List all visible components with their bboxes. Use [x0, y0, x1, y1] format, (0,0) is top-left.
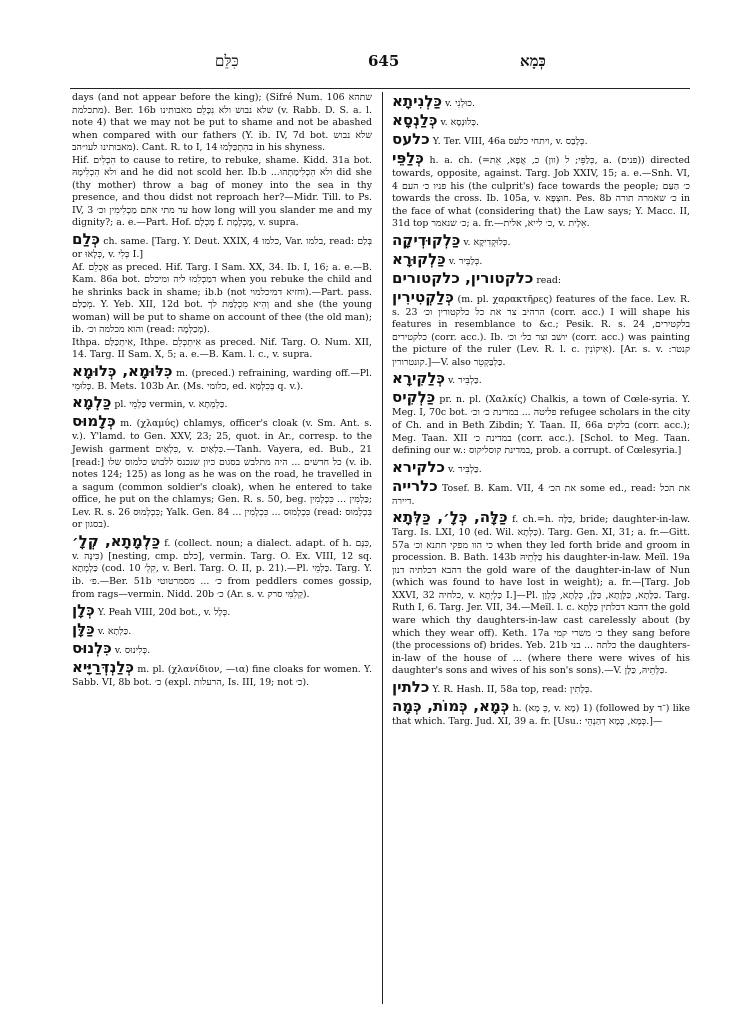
- dictionary-entry: [392, 697, 690, 729]
- dictionary-entry: [392, 369, 690, 388]
- left-column: [72, 92, 372, 690]
- entry-text: Hif. הִכְלִים to cause to retire, to rebuke, shame. Kidd. 31a bot. ולא הִכְלִימָהּ and he did not scold her. Ib.b ...ולא הִכְלִימַתְהוּ did she (thy mother) throw a bag of money into the sea in thy presence, and thou didst not reproach her?—Midr. Till. to Ps. IV, 3 עד מתי אתם מַכְלִימִין וכ׳ how long will you slander me and my dignity?; a. e.—Part. Hof. מָכְלָם f. מֻכְלֶמֶת, v. supra.: [72, 154, 373, 229]
- entry-text: ch. same. [Targ. Y. Deut. XXIX, 4 כלמו, Var. בלמו, read: בְּלַם or כְּלָאוּ, v. כְּלִי I.]: [72, 236, 372, 261]
- dictionary-entry: [72, 658, 372, 690]
- entry-text: pr. n. pl. (Χαλκίς) Chalkis, a town of Cœle-syria. Y. Meg. I, 70c bot. פליטה ... במדינת כ׳ וכ׳ refugee scholars in the city of Ch. and in Beth Zibdin; Y. Taan. II, 66a בלקים (corr. acc.); Meg. Taan. XII במדינת כ׳ (corr. acc.). [Schol. to Meg. Taan. defining our w.: במדינת קוסליקוס, prob. a corrupt. of Cœlesyria.]: [392, 394, 691, 457]
- right-column: [392, 92, 690, 728]
- entry-text: f. (collect. noun; a dialect. adapt. of h. כִּנָּם, v. כִּינָּה) [nesting, cmp. כלם], vermin. Targ. O. Ex. VIII, 12 sq. כַּלְמְתָא (cod. 10 קִלְ׳, v. Berl. Targ. O. II, p. 21).—Pl. כַּלְמֵי. Targ. Y. ib. פ׳.—Ber. 51b כ׳ ... מסמרטוטי from peddlers comes gossip, from rags—vermin. Nidd. 20b כ׳ (Ar. s. v. קְלִמִּי סרק).: [72, 537, 373, 600]
- dictionary-entry: [72, 601, 372, 620]
- entry-headword: כַּלְמָתָא, קְלָ׳: [72, 531, 161, 550]
- dictionary-entry: [392, 508, 690, 678]
- entry-headword: כַּלְמָא: [72, 393, 112, 412]
- entry-headword: כלקירא: [392, 457, 445, 476]
- dictionary-entry: [72, 620, 372, 639]
- dictionary-entry: [72, 230, 372, 262]
- entry-headword: כְּלַקְטִירִין: [392, 287, 454, 306]
- page-header: [0, 52, 750, 76]
- dictionary-entry: [72, 262, 372, 337]
- entry-text: Y. Peah VIII, 20d bot., v. כְּלָל.: [97, 607, 231, 619]
- entry-text: Y. R. Hash. II, 58a top, read: כְּלָתִין.: [432, 683, 593, 695]
- entry-headword: כַּלְקִיס: [392, 388, 436, 407]
- entry-headword: כַּלָּה, כְּלָ׳, כַּלְּתָא: [392, 508, 508, 527]
- entry-headword: כְּלָן: [72, 601, 95, 620]
- dictionary-entry: [72, 155, 372, 230]
- entry-text: v. כַּלְּתָא.: [97, 626, 132, 638]
- entry-text: h. (כְּ מָא, v. מָא) 1) (followed by ־ד) like that which. Targ. Jud. XI, 39 a. fr. [Usu.: כְּמָא, כְּמָא דְהַנְהֵי.]—: [392, 702, 690, 727]
- entry-text: m. pl. (χλανίδιον, —ια) fine cloaks for women. Y. Sabb. VI, 8b bot. כ׳ (expl. הרעלות, Is. III, 19; not כ׳).: [72, 664, 372, 689]
- dictionary-entry: [392, 288, 690, 370]
- entry-headword: כַּלְנִיתָא: [392, 92, 442, 110]
- entry-headword: כְּלָמוּס: [72, 412, 116, 431]
- entry-headword: כלעס: [392, 130, 430, 148]
- entry-headword: כִּלְנוּס: [72, 639, 112, 658]
- page-number: 645: [368, 52, 400, 70]
- dictionary-entry: [392, 458, 690, 477]
- entry-headword: כלתין: [392, 677, 430, 696]
- entry-text: days (and not appear before the king); (Sifré Num. 106 שתהא מתכלמת). Ber. 16b שלא נבוש ולא נִכָּלֵם מאבותינו (v. Rabb. D. S. a. l. note 4) that we may not be put to shame and not be abashed when compared with our fathers (Y. ib. IV, 7d bot. שלא נבוש מאבותינו לעו״הב). Cant. R. to I, 14 בהִתְכַּלְּמוּ in his shyness.: [72, 92, 373, 154]
- dictionary-entry: [392, 111, 690, 130]
- dictionary-entry: [392, 130, 690, 149]
- column-divider: [382, 92, 383, 1004]
- entry-headword: כְּמָא, כְּמוֹת, כְּמָה: [392, 696, 510, 715]
- dictionary-entry: [72, 639, 372, 658]
- entry-text: v. כְּלוּנְסָא.: [440, 117, 479, 128]
- entry-headword: כַּלְקוּרָא: [392, 249, 446, 268]
- entry-headword: כְּלַם: [72, 230, 101, 249]
- entry-headword: כְּלַנְסָא: [392, 111, 438, 129]
- dictionary-entry: [392, 678, 690, 697]
- entry-headword: כלקטורין, כלקטורים: [392, 268, 534, 287]
- entry-text: m. (preced.) refraining, warding off.—Pl. כְּלוּמֵי. B. Mets. 103b Ar. (Ms. כלומי, ed. בְּכִלְּמָא q. v.).: [72, 367, 372, 392]
- entry-headword: כְּלַקִירָא: [392, 369, 445, 388]
- entry-text: v. כְּלַבְּיר.: [448, 255, 483, 267]
- entry-headword: כְּלַפֵּי: [392, 149, 424, 167]
- entry-text: Af. אַכְלֵם as preced. Hif. Targ. I Sam. XX, 34. Ib. I, 16; a. e.—B. Kam. 86a bot. דמַכְלִמוּ ליה ומיכלם when you rebuke the child and he shrinks back in shame; ib.b (not וחזיא דמיכלמוי).—Part. pass. מְכַלַּם. Y. Yeb. XII, 12d bot. וְהִיא מִכְלַמַּת לך and she (the young woman) will be put to shame on account of thee (the old man); ib. והוא מכלמה וכ׳ (read: מְכַלְּמָה).: [72, 261, 373, 336]
- dictionary-entry: [72, 393, 372, 412]
- dictionary-entry: [392, 269, 690, 288]
- dictionary-entry: [392, 388, 690, 457]
- header-rule: [70, 88, 690, 89]
- entry-text: h. a. ch. (=כְּלַפֵּי; ל (וון) כ, אֲפָא, אֵת, a. (פנים)) directed towards, opposite, against. Targ. Job XXIV, 15; a. e.—Snh. VI, 4 פניו כ׳ העם his (the culprit's) face towards the people; כ׳ הַעַּם towards the cross. Ib. 105a, v. חוּצְפָּא. Pes. 8b כ׳ שאמרה תורה in the face of what (considering that) the Law says; Y. Macc. II, 31d top כ׳ שנאמר; a. fr.—כ׳ לייא, אלית, v. אֵלָית.: [392, 155, 691, 230]
- entry-text: Ithpa. אִיתְכַּלַּם, Ithpe. אִיתְכְּלֵם as preced. Nif. Targ. O. Num. XII, 14. Targ. II Sam. X, 5; a. e.—B. Kam. l. c., v. supra.: [72, 336, 372, 361]
- entry-text: Y. Ter. VIII, 46a ויתחי כלעס, v. כְּלָבַס.: [432, 136, 588, 147]
- entry-text: pl. כַּלְמֵי vermin, v. כַּלְמְתָא.: [114, 399, 228, 411]
- entry-text: v. כוּלְנִי.: [444, 98, 475, 109]
- entry-text: v. כַּלְבִּיר.: [447, 463, 482, 475]
- dictionary-entry: [392, 231, 690, 250]
- entry-text: v. כְּלוּקְדִיקָא.: [463, 236, 511, 248]
- entry-text: Tosef. B. Kam. VII, 4 את הכ׳ some ed., read: את הכל דיירה.: [392, 482, 690, 507]
- dictionary-entry: [392, 250, 690, 269]
- entry-text: v. כְּלִינוּס.: [114, 645, 151, 657]
- dictionary-entry: [72, 92, 372, 155]
- entry-text: f. ch.=h. כַּלָּה, bride; daughter-in-law. Targ. Is. LXI, 10 (ed. Wil. כַּלְּתָא). Targ. Gen. XI, 31; a. fr.—Gitt. 57a כי הוו מפקי חתנא וכ׳ when they led forth bride and groom in procession. B. Bath. 143b כַּלְּתֵיהּ his daughter-in-law. Meïl. 19a דהבא דכלתיה דנון the gold ware of the daughter-in-law of Nun (which was found to have lost in weight); a. fr.—[Targ. Job XXVI, 32 כלחיה, v. כַּלְיְתָא I.]—Pl. כַּלָּתָא, כַּלָּוָתָא, כַּלָּן, כְּלָתָא, כְּלָוָן. Targ. Ruth I, 6. Targ. Jer. VII, 34.—Meïl. l. c. דהבא דכלתין כַּלָּתָא the gold ware which thy daughters-in-law cast carelessly about (by which they wear off). Keth. 17a כ׳ משרי קמי they sang before (the processions of) brides. Yeb. 21b כלתה ... בני the daughters-in-law of the house of ... (where there were wives of his daughter's sons and wives of his son's sons).—V. כַּלְּתֵיהּ, כַּלָּן.: [392, 514, 691, 677]
- running-head-left: כִּלֵּם: [215, 52, 239, 70]
- entry-text: (m. pl. χαρακτῆρες) features of the face. Lev. R. s. 23 הרהיב צר את כל כלקטורין וכ׳ (corr. acc.) I will shape his features in resemblance to &c.; Pesik. R. s. 24 בלקטירים, כלקטירים (corr. acc.). Ib. יושב וצר כל׳ וכ׳ (corr. acc.) was painting the picture of the ruler (Lev. R. l. c. אִיקוֹנִין). [Ar. s. v. קנטר: קונטרורין.]—V. also כַּלְבַּקְטֵר.: [392, 293, 690, 368]
- entry-headword: כַּלָּן: [72, 620, 95, 639]
- entry-headword: כלרייה: [392, 476, 438, 495]
- entry-text: m. (χλαμύς) chlamys, officer's cloak (v. Sm. Ant. s. v.). Y'lamd. to Gen. XXV, 23; 25, quot. in Ar., corresp. to the Jewish garment כִּלְאַיִם, v. כִּלְאַיִם.—Tanh. Vayera, ed. Bub., 21 [read:] כל חדשים ... היה מתלבש בסגום כיון שנכנס ללבוש כלמוס שלו (v. ib. notes 124; 125) as long as he was on the road, he travelled in a sagum (common soldier's cloak), when he entered to take office, he put on the chlamys; Gen. R. s. 50, beg. כַּלְמִין ... כִּכְלָמִין; Lev. R. s. 26 כִּכְלָמוּס; Yalk. Gen. 84 ... כִּכְלָמוּס ... כִּכְלָמִין (read: בִּכְלָמוּס or בסגון).: [72, 418, 373, 531]
- entry-headword: כְּלַנְדְּרַיָּיא: [72, 658, 134, 677]
- dictionary-entry: [392, 149, 690, 231]
- dictionary-entry: [72, 362, 372, 394]
- entry-headword: כִּלּוּמָא, כְּלוּמָא: [72, 361, 173, 380]
- dictionary-entry: [72, 337, 372, 362]
- entry-text: read:: [536, 274, 562, 286]
- dictionary-entry: [392, 92, 690, 111]
- entry-headword: כַּלְקוּדְיקָה: [392, 230, 461, 249]
- dictionary-entry: [392, 477, 690, 509]
- running-head-right: כְּמָא: [520, 52, 546, 70]
- entry-text: v. כַּלְבִּיר.: [447, 375, 482, 387]
- dictionary-entry: [72, 412, 372, 531]
- dictionary-entry: [72, 532, 372, 601]
